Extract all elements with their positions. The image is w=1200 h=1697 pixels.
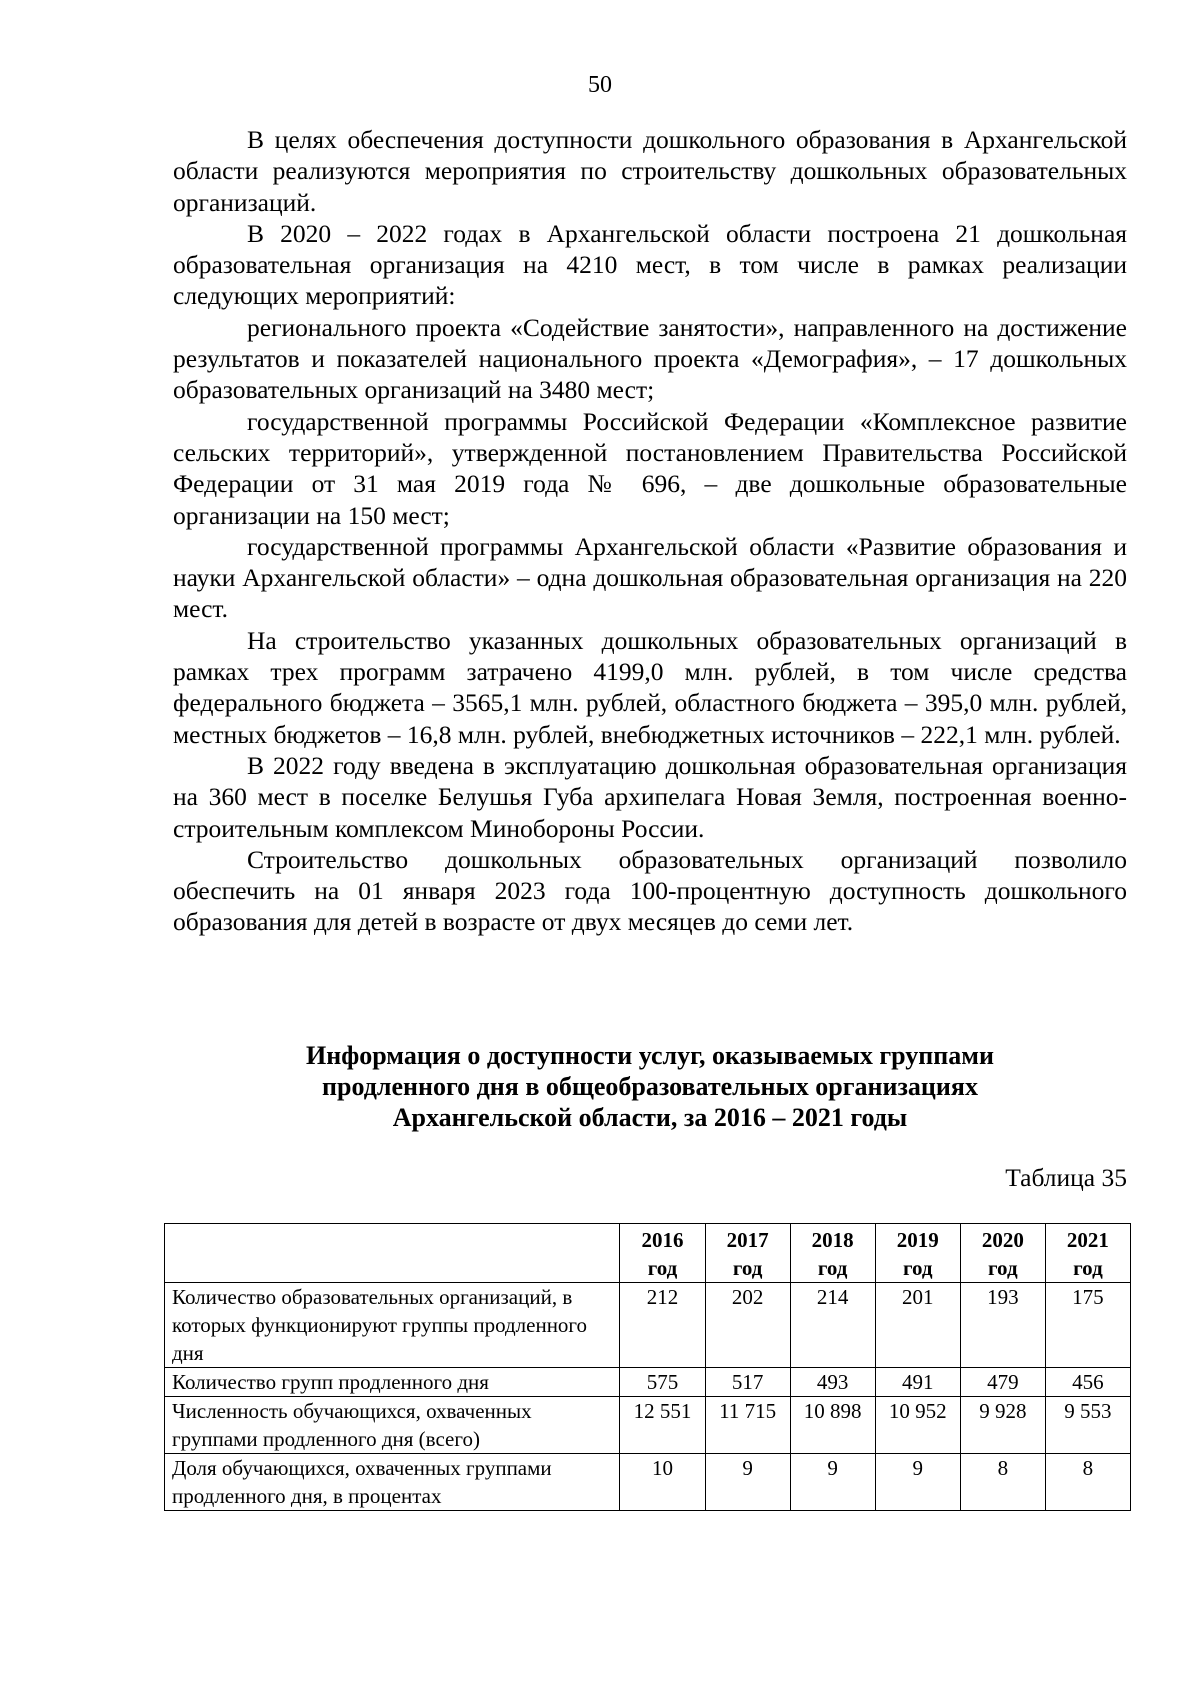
header-year-cell — [790, 1224, 875, 1283]
value-cell: 9 — [875, 1454, 960, 1511]
header-unit: год — [732, 1256, 763, 1280]
value-cell: 201 — [875, 1283, 960, 1368]
header-unit: год — [647, 1256, 678, 1280]
header-year-cell — [875, 1224, 960, 1283]
heading-line: Информация о доступности услуг, оказываемых группами — [306, 1041, 994, 1070]
table-row — [165, 1283, 1131, 1368]
value-cell: 12 551 — [620, 1397, 705, 1454]
value-cell: 193 — [960, 1283, 1045, 1368]
row-label-cell: Количество групп продленного дня — [165, 1368, 620, 1397]
value-cell: 9 928 — [960, 1397, 1045, 1454]
value-cell: 9 553 — [1045, 1397, 1130, 1454]
table-label: Таблица 35 — [1005, 1163, 1127, 1192]
value-cell: 212 — [620, 1283, 705, 1368]
header-year-cell — [960, 1224, 1045, 1283]
value-cell: 8 — [960, 1454, 1045, 1511]
row-label-cell: Количество образовательных организаций, в которых функционируют группы продленного дня — [165, 1283, 620, 1368]
value-cell: 9 — [705, 1454, 790, 1511]
table-row — [165, 1397, 1131, 1454]
table-heading — [173, 1040, 1127, 1133]
paragraph: На строительство указанных дошкольных образовательных организаций в рамках трех программ затрачено 4199,0 млн. рублей, в том числе средства федерального бюджета – 3565,1 млн. рублей, областного бюджета – 395,0 млн. рублей, местных бюджетов – 16,8 млн. рублей, внебюджетных источников – 222,1 млн. рублей. — [173, 625, 1127, 749]
header-corner-cell — [165, 1224, 620, 1283]
header-unit: год — [817, 1256, 848, 1280]
paragraph: В 2020 – 2022 годах в Архангельской области построена 21 дошкольная образовательная организация на 4210 мест, в том числе в рамках реализации следующих мероприятий: — [173, 218, 1127, 311]
header-unit: год — [902, 1256, 933, 1280]
paragraph: регионального проекта «Содействие занятости», направленного на достижение результатов и показателей национального проекта «Демография», – 17 дошкольных образовательных организаций на 3480 мест; — [173, 312, 1127, 405]
heading-line: продленного дня в общеобразовательных организациях — [322, 1072, 978, 1101]
data-table — [164, 1223, 1131, 1511]
header-year: 2019 — [896, 1228, 939, 1252]
header-year: 2018 — [811, 1228, 854, 1252]
value-cell: 10 898 — [790, 1397, 875, 1454]
row-label-cell: Численность обучающихся, охваченных группами продленного дня (всего) — [165, 1397, 620, 1454]
header-year-cell — [705, 1224, 790, 1283]
table-row — [165, 1454, 1131, 1511]
page-number: 50 — [588, 72, 612, 98]
value-cell: 491 — [875, 1368, 960, 1397]
paragraph: государственной программы Российской Федерации «Комплексное развитие сельских территорий», утвержденной постановлением Правительства Российской Федерации от 31 мая 2019 года № 696, – две дошкольные образовательные организации на 150 мест; — [173, 406, 1127, 530]
header-year: 2020 — [981, 1228, 1024, 1252]
value-cell: 575 — [620, 1368, 705, 1397]
value-cell: 214 — [790, 1283, 875, 1368]
table-row — [165, 1368, 1131, 1397]
body-text — [173, 124, 1127, 938]
value-cell: 493 — [790, 1368, 875, 1397]
value-cell: 10 — [620, 1454, 705, 1511]
value-cell: 9 — [790, 1454, 875, 1511]
header-row — [165, 1224, 1131, 1283]
heading-line: Архангельской области, за 2016 – 2021 годы — [392, 1103, 908, 1132]
header-year-cell — [620, 1224, 705, 1283]
header-year: 2017 — [726, 1228, 769, 1252]
header-unit: год — [988, 1256, 1018, 1280]
value-cell: 479 — [960, 1368, 1045, 1397]
value-cell: 8 — [1045, 1454, 1130, 1511]
value-cell: 517 — [705, 1368, 790, 1397]
row-label-cell: Доля обучающихся, охваченных группами продленного дня, в процентах — [165, 1454, 620, 1511]
header-unit: год — [1073, 1256, 1103, 1280]
value-cell: 175 — [1045, 1283, 1130, 1368]
value-cell: 456 — [1045, 1368, 1130, 1397]
header-year-cell — [1045, 1224, 1130, 1283]
paragraph: Строительство дошкольных образовательных организаций позволило обеспечить на 01 января 2023 года 100-процентную доступность дошкольного образования для детей в возрасте от двух месяцев до семи лет. — [173, 844, 1127, 937]
value-cell: 10 952 — [875, 1397, 960, 1454]
value-cell: 11 715 — [705, 1397, 790, 1454]
paragraph: В целях обеспечения доступности дошкольного образования в Архангельской области реализуются мероприятия по строительству дошкольных образовательных организаций. — [173, 125, 1127, 217]
paragraph: В 2022 году введена в эксплуатацию дошкольная образовательная организация на 360 мест в поселке Белушья Губа архипелага Новая Земля, построенная военно-строительным комплексом Минобороны России. — [173, 750, 1127, 843]
paragraph: государственной программы Архангельской области «Развитие образования и науки Архангельской области» – одна дошкольная образовательная организация на 220 мест. — [173, 531, 1127, 624]
value-cell: 202 — [705, 1283, 790, 1368]
header-year: 2021 — [1066, 1228, 1109, 1252]
header-year: 2016 — [641, 1228, 684, 1252]
